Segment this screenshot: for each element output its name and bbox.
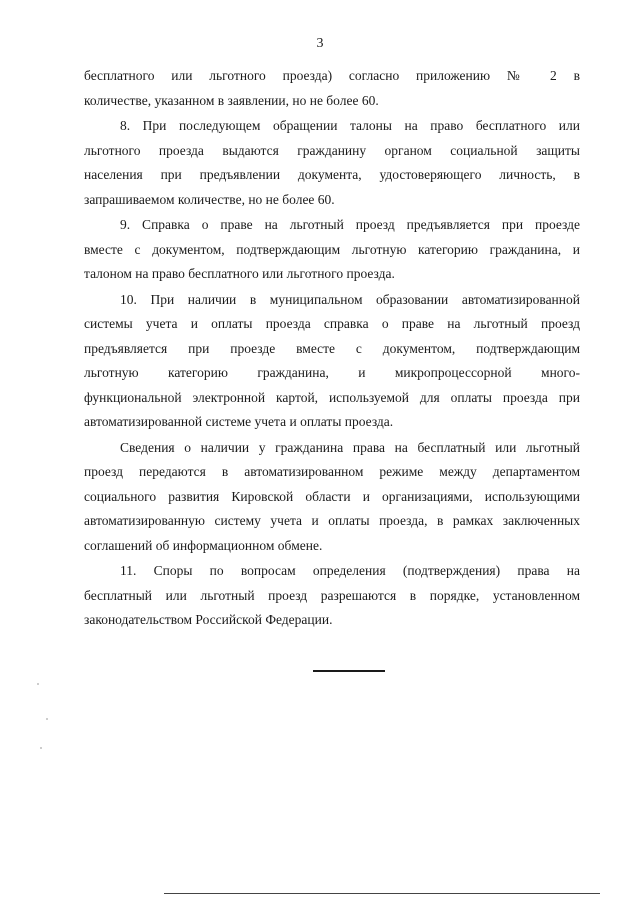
text-line: льготную категорию гражданина, и микропроцессорной много- — [84, 365, 580, 380]
text-line: бесплатного или льготного проезда) согласно приложению № 2 в — [84, 68, 580, 83]
paragraph-item-10 — [84, 288, 580, 435]
text-line: социального развития Кировской области и организациями, использующими — [84, 488, 580, 504]
paragraph-item-8 — [84, 114, 580, 212]
text-line: Сведения о наличии у гражданина права на бесплатный или льготный — [120, 439, 580, 455]
text-line: льготного проезда выдаются гражданину органом социальной защиты — [84, 142, 580, 158]
text-line: системы учета и оплаты проезда справка о праве на льготный проезд — [84, 316, 580, 331]
paragraph-item-11 — [84, 559, 580, 633]
paragraph-info-exchange — [84, 436, 580, 559]
page-number: 3 — [316, 36, 324, 51]
text-line: населения при предъявлении документа, удостоверяющего личность, в — [84, 167, 580, 182]
text-line: соглашений об информационном обмене. — [84, 537, 323, 553]
text-line: 10. При наличии в муниципальном образовании автоматизированной — [120, 291, 580, 307]
text-line: бесплатный или льготный проезд разрешаются в порядке, установленном — [84, 587, 580, 603]
text-line: 11. Споры по вопросам определения (подтверждения) права на — [120, 563, 580, 578]
footer-rule — [164, 893, 600, 894]
text-line: автоматизированную систему учета и оплаты проезда, в рамках заключенных — [84, 513, 580, 528]
end-of-text-separator — [313, 670, 385, 672]
scan-speck — [46, 718, 48, 720]
text-line: автоматизированной системе учета и оплаты проезда. — [84, 414, 394, 429]
text-line: 9. Справка о праве на льготный проезд предъявляется при проезде — [120, 217, 580, 232]
text-line: 8. При последующем обращении талоны на право бесплатного или — [120, 118, 580, 133]
text-line: количестве, указанном в заявлении, но не более 60. — [84, 92, 379, 108]
text-line: вместе с документом, подтверждающим льготную категорию гражданина, и — [84, 241, 580, 257]
paragraph-item-9 — [84, 213, 580, 287]
text-line: законодательством Российской Федерации. — [84, 612, 333, 627]
text-line: талоном на право бесплатного или льготного проезда. — [84, 266, 395, 281]
scan-speck — [37, 683, 39, 685]
text-line: предъявляется при проезде вместе с документом, подтверждающим — [84, 340, 580, 356]
text-line: запрашиваемом количестве, но не более 60. — [84, 191, 335, 207]
text-line: функциональной электронной картой, используемой для оплаты проезда при — [84, 389, 580, 405]
text-line: проезд передаются в автоматизированном режиме между департаментом — [84, 464, 580, 479]
document-body — [84, 64, 580, 633]
paragraph-continuation — [84, 64, 580, 113]
scan-speck — [40, 747, 42, 749]
